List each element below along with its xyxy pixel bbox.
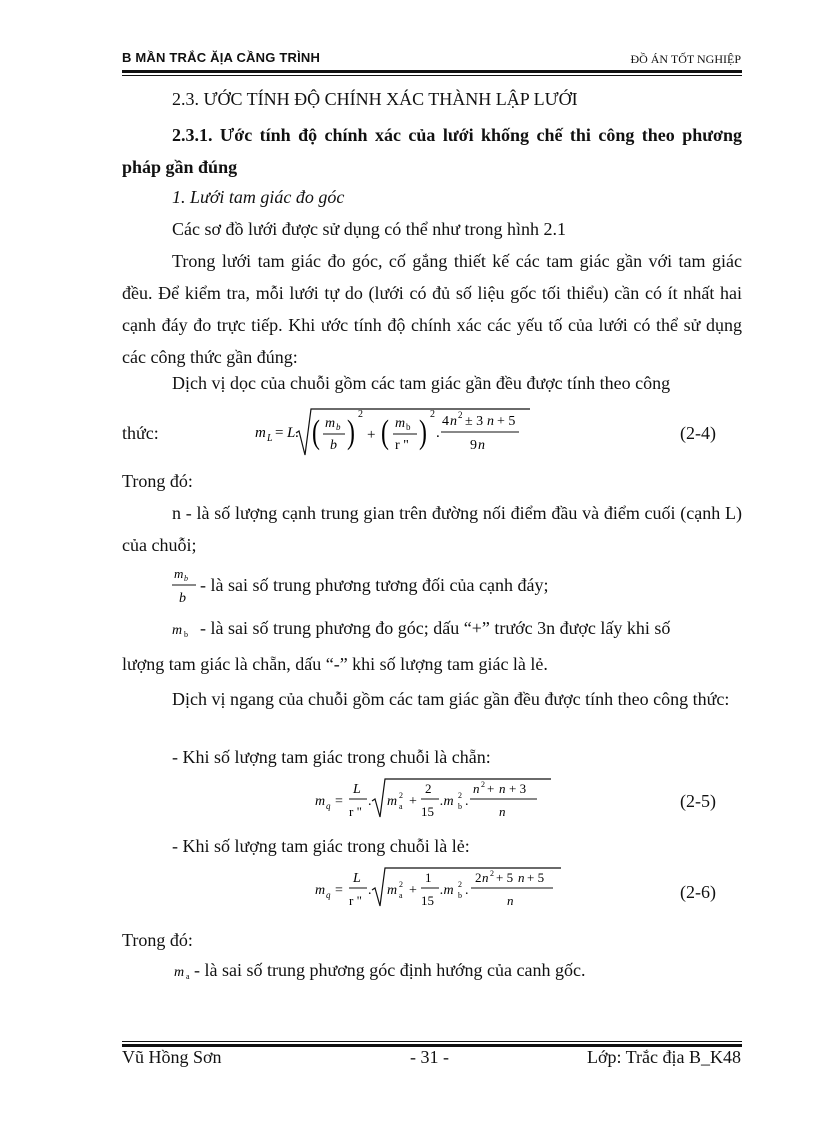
- header-left: B MẦN TRẮC ĂỊA CẦNG TRÌNH: [122, 50, 321, 65]
- svg-text:2: 2: [475, 870, 482, 885]
- section-title: 2.3. ƯỚC TÍNH ĐỘ CHÍNH XÁC THÀNH LẬP LƯỚI: [172, 89, 578, 109]
- footer-page-number: - 31 -: [410, 1047, 449, 1067]
- svg-text:L.: L.: [287, 425, 300, 441]
- svg-text:15: 15: [421, 893, 434, 908]
- n-description: n - là số lượng cạnh trung gian trên đường nối điểm đầu và điểm cuối (cạnh L) của chuỗi;: [122, 503, 742, 555]
- svg-text:2: 2: [358, 409, 363, 420]
- svg-text:n: n: [450, 414, 457, 429]
- svg-text:+: +: [409, 883, 417, 898]
- item-title: 1. Lưới tam giác đo góc: [172, 187, 345, 207]
- svg-text:n: n: [473, 781, 480, 796]
- svg-text:r ": r ": [349, 893, 362, 908]
- svg-text:.: .: [436, 425, 440, 441]
- svg-text:L: L: [353, 871, 361, 886]
- svg-text:m: m: [395, 416, 406, 431]
- svg-text:=: =: [335, 883, 343, 898]
- svg-text:.: .: [465, 794, 469, 809]
- svg-text:+: +: [367, 427, 376, 443]
- svg-text:q: q: [326, 890, 331, 900]
- svg-text:b: b: [458, 802, 462, 811]
- equation-2-4: [255, 403, 535, 465]
- svg-text:b: b: [458, 891, 462, 900]
- mbeta-description-1: - là sai số trung phương đo góc; dấu “+” trước 3n được lấy khi số: [200, 618, 671, 638]
- svg-text:L: L: [353, 782, 361, 797]
- svg-text:r ": r ": [395, 438, 409, 453]
- svg-text:b: b: [330, 438, 337, 453]
- svg-text:m: m: [172, 623, 183, 638]
- svg-text:r ": r ": [349, 804, 362, 819]
- svg-text:2: 2: [490, 869, 494, 878]
- svg-text:9: 9: [470, 438, 477, 453]
- svg-text:m: m: [174, 566, 184, 581]
- svg-text:2: 2: [458, 410, 463, 420]
- svg-text:4: 4: [442, 414, 449, 429]
- svg-text:n: n: [482, 870, 489, 885]
- svg-text:(: (: [312, 414, 320, 452]
- svg-text:a: a: [399, 891, 403, 900]
- svg-text:.: .: [368, 883, 372, 898]
- paragraph-2: Trong lưới tam giác đo góc, cố gắng thiết kế các tam giác gần với tam giác đều. Để kiểm tra, mỗi lưới tự do (lưới có đủ số liệu gốc tối thiểu) cần có ít nhất hai cạnh đáy đo trực tiếp. Khi ước tính độ chính xác các yếu tố của lưới có thể sử dụng các công thức gần đúng:: [122, 251, 742, 367]
- subsection-title: 2.3.1. Ước tính độ chính xác của lưới khống chế thi công theo phương pháp gần đúng: [122, 125, 742, 177]
- mb-description: - là sai số trung phương tương đối của cạnh đáy;: [200, 575, 549, 595]
- header-rule-thick: [122, 70, 742, 73]
- m-beta-symbol: [170, 616, 200, 642]
- svg-text:a: a: [186, 972, 190, 981]
- svg-text:n: n: [507, 893, 514, 908]
- svg-text:.: .: [465, 883, 469, 898]
- svg-text:n: n: [499, 804, 506, 819]
- svg-text:+ 5: + 5: [527, 870, 545, 885]
- equation-number-2-6: (2-6): [680, 882, 716, 902]
- svg-text:m: m: [387, 883, 398, 898]
- svg-text:b: b: [184, 630, 188, 639]
- svg-text:+ 3: + 3: [509, 781, 527, 796]
- paragraph-3: Dịch vị dọc của chuỗi gồm các tam giác gần đều được tính theo công: [172, 373, 671, 393]
- svg-text:(: (: [381, 414, 389, 452]
- svg-text:+: +: [409, 794, 417, 809]
- svg-text:n: n: [518, 870, 525, 885]
- svg-text:15: 15: [421, 804, 434, 819]
- svg-text:=: =: [275, 425, 284, 441]
- svg-text:1: 1: [425, 870, 432, 885]
- equation-number-2-4: (2-4): [680, 423, 716, 443]
- svg-text:.: .: [368, 794, 372, 809]
- svg-text:+: +: [487, 781, 495, 796]
- where-label-2: Trong đó:: [122, 930, 193, 950]
- svg-text:n: n: [499, 781, 506, 796]
- svg-text:2: 2: [425, 781, 432, 796]
- svg-text:a: a: [399, 802, 403, 811]
- where-label-1: Trong đó:: [122, 471, 193, 491]
- header-rule-thin: [122, 75, 742, 76]
- svg-text:2: 2: [481, 780, 485, 789]
- svg-text:+ 5: + 5: [497, 414, 516, 429]
- svg-text:b: b: [336, 422, 341, 432]
- malpha-description: - là sai số trung phương góc định hướng của canh gốc.: [194, 960, 586, 980]
- odd-case-text: - Khi số lượng tam giác trong chuỗi là lẻ:: [172, 836, 470, 856]
- svg-text:b: b: [184, 574, 188, 583]
- paragraph-1: Các sơ đồ lưới được sử dụng có thể như trong hình 2.1: [172, 219, 567, 239]
- mbeta-description-2: lượng tam giác là chẵn, dấu “-” khi số lượng tam giác là lẻ.: [122, 654, 548, 674]
- svg-text:q: q: [326, 801, 331, 811]
- mb-over-b-fraction: [170, 564, 200, 608]
- svg-text:b: b: [406, 422, 411, 432]
- formula-label: thức:: [122, 423, 159, 443]
- svg-text:): ): [347, 414, 355, 452]
- svg-text:2: 2: [399, 880, 403, 889]
- footer-class: Lớp: Trắc địa B_K48: [586, 1047, 741, 1067]
- even-case-text: - Khi số lượng tam giác trong chuỗi là chẵn:: [172, 747, 491, 767]
- svg-text:): ): [419, 414, 427, 452]
- svg-text:m: m: [325, 416, 336, 431]
- svg-text:2: 2: [458, 880, 462, 889]
- svg-text:2: 2: [399, 791, 403, 800]
- svg-text:L: L: [267, 433, 273, 444]
- svg-text:m: m: [174, 965, 185, 980]
- svg-text:b: b: [179, 591, 186, 606]
- equation-2-5: [315, 775, 555, 825]
- svg-text:m: m: [387, 794, 398, 809]
- svg-text:.m: .m: [440, 883, 454, 898]
- equation-2-6: [315, 864, 565, 914]
- svg-text:2: 2: [458, 791, 462, 800]
- svg-text:.m: .m: [440, 794, 454, 809]
- footer-rule-thin: [122, 1041, 742, 1042]
- svg-text:m: m: [315, 883, 326, 898]
- svg-text:± 3: ± 3: [465, 414, 484, 429]
- svg-text:m: m: [315, 794, 326, 809]
- paragraph-4: Dịch vị ngang của chuỗi gồm các tam giác gần đều được tính theo công thức:: [172, 689, 730, 709]
- header-right: ĐỒ ÁN TỐT NGHIỆP: [630, 52, 741, 66]
- equation-number-2-5: (2-5): [680, 791, 716, 811]
- svg-text:+ 5: + 5: [496, 870, 514, 885]
- svg-text:2: 2: [430, 409, 435, 420]
- svg-text:n: n: [478, 438, 485, 453]
- svg-text:n: n: [487, 414, 494, 429]
- footer-author: Vũ Hồng Sơn: [122, 1047, 222, 1067]
- svg-text:=: =: [335, 794, 343, 809]
- svg-text:m: m: [255, 425, 266, 441]
